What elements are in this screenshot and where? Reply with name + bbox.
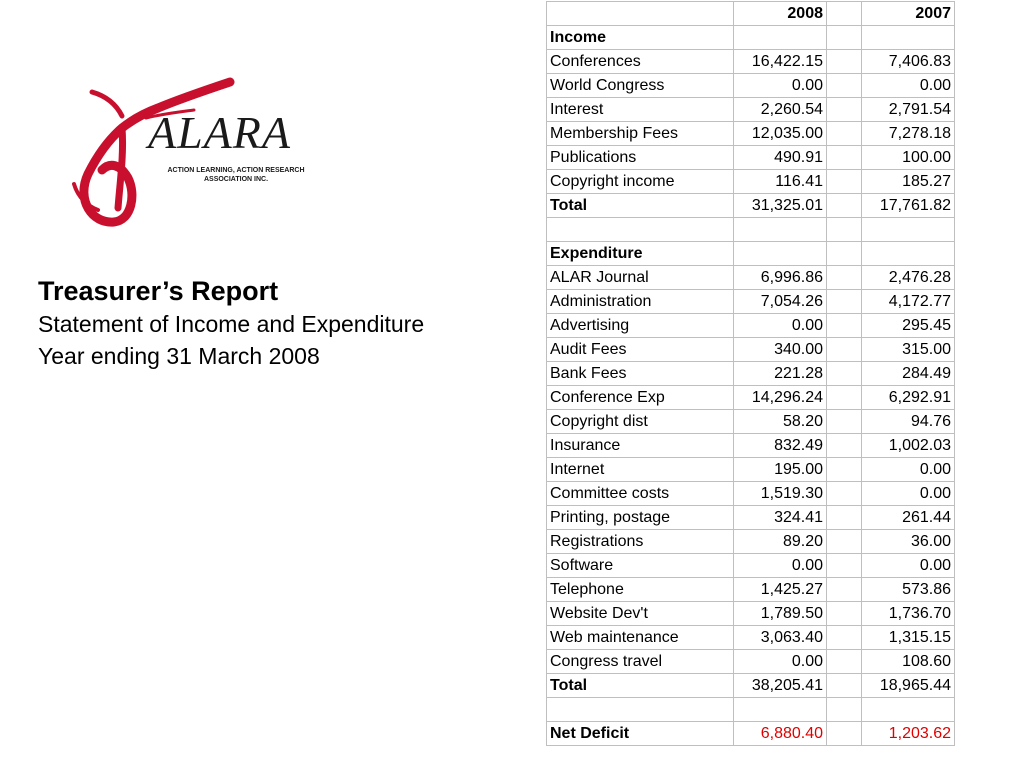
value-2008: 58.20: [734, 410, 827, 434]
spacer-cell: [827, 218, 862, 242]
income-row: [547, 98, 955, 122]
spacer-cell: [827, 98, 862, 122]
column-header-2007: 2007: [862, 2, 955, 26]
value-2007: 1,736.70: [862, 602, 955, 626]
expenditure-row: [547, 650, 955, 674]
row-label: Telephone: [547, 578, 734, 602]
value-2007: 0.00: [862, 458, 955, 482]
income-row: [547, 146, 955, 170]
value-2007: 36.00: [862, 530, 955, 554]
empty-cell: [734, 26, 827, 50]
report-period: Year ending 31 March 2008: [38, 343, 320, 369]
row-label: Net Deficit: [547, 722, 734, 746]
row-label: Committee costs: [547, 482, 734, 506]
logo-subtitle-line2: ASSOCIATION INC.: [203, 176, 269, 183]
value-2008: 195.00: [734, 458, 827, 482]
value-2008: 0.00: [734, 650, 827, 674]
report-title: Treasurer’s Report: [38, 276, 279, 306]
section-label: Income: [547, 26, 734, 50]
value-2007: 261.44: [862, 506, 955, 530]
spacer-cell: [827, 482, 862, 506]
value-2008: 3,063.40: [734, 626, 827, 650]
row-label: Total: [547, 194, 734, 218]
expenditure-row: [547, 434, 955, 458]
row-label: Software: [547, 554, 734, 578]
spacer-cell: [827, 242, 862, 266]
expenditure-row: [547, 578, 955, 602]
spacer-cell: [827, 146, 862, 170]
spacer-cell: [827, 626, 862, 650]
expenditure-row: [547, 386, 955, 410]
row-label: World Congress: [547, 74, 734, 98]
value-2007: 185.27: [862, 170, 955, 194]
row-label: Internet: [547, 458, 734, 482]
value-2008: 0.00: [734, 74, 827, 98]
row-label: ALAR Journal: [547, 266, 734, 290]
value-2008: 16,422.15: [734, 50, 827, 74]
value-2008: 6,880.40: [734, 722, 827, 746]
value-2008: 38,205.41: [734, 674, 827, 698]
row-label: Conferences: [547, 50, 734, 74]
net-deficit-row: [547, 722, 955, 746]
value-2007: 18,965.44: [862, 674, 955, 698]
spacer-cell: [827, 2, 862, 26]
empty-cell: [862, 242, 955, 266]
row-label: Bank Fees: [547, 362, 734, 386]
logo-subtitle: [156, 166, 316, 184]
spacer-cell: [827, 650, 862, 674]
value-2007: 100.00: [862, 146, 955, 170]
spacer-cell: [827, 410, 862, 434]
value-2008: 2,260.54: [734, 98, 827, 122]
logo-wordmark: ALARA: [148, 107, 291, 158]
spacer-cell: [827, 314, 862, 338]
value-2007: 1,203.62: [862, 722, 955, 746]
empty-cell: [547, 2, 734, 26]
row-label: Audit Fees: [547, 338, 734, 362]
spacer-cell: [827, 530, 862, 554]
logo-subtitle-line1: ACTION LEARNING, ACTION RESEARCH: [167, 167, 305, 174]
expenditure-row: [547, 626, 955, 650]
spacer-cell: [827, 554, 862, 578]
value-2008: 31,325.01: [734, 194, 827, 218]
value-2007: 573.86: [862, 578, 955, 602]
spacer-cell: [827, 26, 862, 50]
value-2008: 0.00: [734, 554, 827, 578]
row-label: Conference Exp: [547, 386, 734, 410]
value-2008: 1,425.27: [734, 578, 827, 602]
empty-cell: [862, 26, 955, 50]
spacer-cell: [827, 506, 862, 530]
expenditure-row: [547, 410, 955, 434]
table-body: [547, 2, 955, 746]
report-heading: [38, 274, 424, 372]
income-row: [547, 74, 955, 98]
row-label: Registrations: [547, 530, 734, 554]
empty-cell: [547, 698, 734, 722]
value-2008: 324.41: [734, 506, 827, 530]
income-row: [547, 122, 955, 146]
value-2007: 0.00: [862, 482, 955, 506]
expenditure-total-row: [547, 674, 955, 698]
expenditure-row: [547, 602, 955, 626]
blank-row: [547, 698, 955, 722]
alara-logo: [62, 74, 352, 234]
value-2007: 2,791.54: [862, 98, 955, 122]
value-2007: 2,476.28: [862, 266, 955, 290]
expenditure-row: [547, 314, 955, 338]
financial-statement-table: [546, 1, 955, 746]
row-label: Printing, postage: [547, 506, 734, 530]
value-2008: 832.49: [734, 434, 827, 458]
empty-cell: [862, 698, 955, 722]
spacer-cell: [827, 266, 862, 290]
expenditure-row: [547, 362, 955, 386]
blank-row: [547, 218, 955, 242]
value-2008: 490.91: [734, 146, 827, 170]
income-row: [547, 50, 955, 74]
spacer-cell: [827, 578, 862, 602]
row-label: Total: [547, 674, 734, 698]
expenditure-row: [547, 290, 955, 314]
expenditure-row: [547, 266, 955, 290]
expenditure-row: [547, 506, 955, 530]
report-subtitle: Statement of Income and Expenditure: [38, 311, 425, 337]
spacer-cell: [827, 722, 862, 746]
row-label: Congress travel: [547, 650, 734, 674]
empty-cell: [862, 218, 955, 242]
spacer-cell: [827, 434, 862, 458]
expenditure-row: [547, 482, 955, 506]
empty-cell: [734, 218, 827, 242]
expenditure-row: [547, 458, 955, 482]
value-2008: 1,789.50: [734, 602, 827, 626]
section-label: Expenditure: [547, 242, 734, 266]
spacer-cell: [827, 602, 862, 626]
row-label: Publications: [547, 146, 734, 170]
expenditure-row: [547, 530, 955, 554]
spacer-cell: [827, 74, 862, 98]
spacer-cell: [827, 674, 862, 698]
value-2007: 0.00: [862, 74, 955, 98]
row-label: Copyright income: [547, 170, 734, 194]
value-2008: 221.28: [734, 362, 827, 386]
spacer-cell: [827, 458, 862, 482]
spacer-cell: [827, 50, 862, 74]
spacer-cell: [827, 122, 862, 146]
expenditure-section-row: [547, 242, 955, 266]
value-2007: 7,406.83: [862, 50, 955, 74]
value-2008: 7,054.26: [734, 290, 827, 314]
expenditure-row: [547, 338, 955, 362]
row-label: Website Dev't: [547, 602, 734, 626]
empty-cell: [734, 698, 827, 722]
spacer-cell: [827, 698, 862, 722]
value-2007: 1,002.03: [862, 434, 955, 458]
value-2008: 0.00: [734, 314, 827, 338]
spacer-cell: [827, 170, 862, 194]
row-label: Web maintenance: [547, 626, 734, 650]
spacer-cell: [827, 194, 862, 218]
value-2007: 7,278.18: [862, 122, 955, 146]
spacer-cell: [827, 338, 862, 362]
row-label: Membership Fees: [547, 122, 734, 146]
row-label: Interest: [547, 98, 734, 122]
value-2007: 315.00: [862, 338, 955, 362]
expenditure-row: [547, 554, 955, 578]
spacer-cell: [827, 362, 862, 386]
spacer-cell: [827, 386, 862, 410]
income-row: [547, 170, 955, 194]
value-2007: 1,315.15: [862, 626, 955, 650]
income-total-row: [547, 194, 955, 218]
row-label: Advertising: [547, 314, 734, 338]
value-2007: 6,292.91: [862, 386, 955, 410]
table-header-row: [547, 2, 955, 26]
value-2008: 1,519.30: [734, 482, 827, 506]
value-2007: 0.00: [862, 554, 955, 578]
value-2008: 14,296.24: [734, 386, 827, 410]
row-label: Insurance: [547, 434, 734, 458]
value-2007: 108.60: [862, 650, 955, 674]
value-2007: 94.76: [862, 410, 955, 434]
value-2007: 17,761.82: [862, 194, 955, 218]
row-label: Administration: [547, 290, 734, 314]
empty-cell: [734, 242, 827, 266]
value-2008: 116.41: [734, 170, 827, 194]
empty-cell: [547, 218, 734, 242]
value-2008: 6,996.86: [734, 266, 827, 290]
value-2008: 89.20: [734, 530, 827, 554]
income-section-row: [547, 26, 955, 50]
column-header-2008: 2008: [734, 2, 827, 26]
spacer-cell: [827, 290, 862, 314]
value-2007: 295.45: [862, 314, 955, 338]
value-2008: 12,035.00: [734, 122, 827, 146]
value-2007: 284.49: [862, 362, 955, 386]
row-label: Copyright dist: [547, 410, 734, 434]
value-2007: 4,172.77: [862, 290, 955, 314]
value-2008: 340.00: [734, 338, 827, 362]
